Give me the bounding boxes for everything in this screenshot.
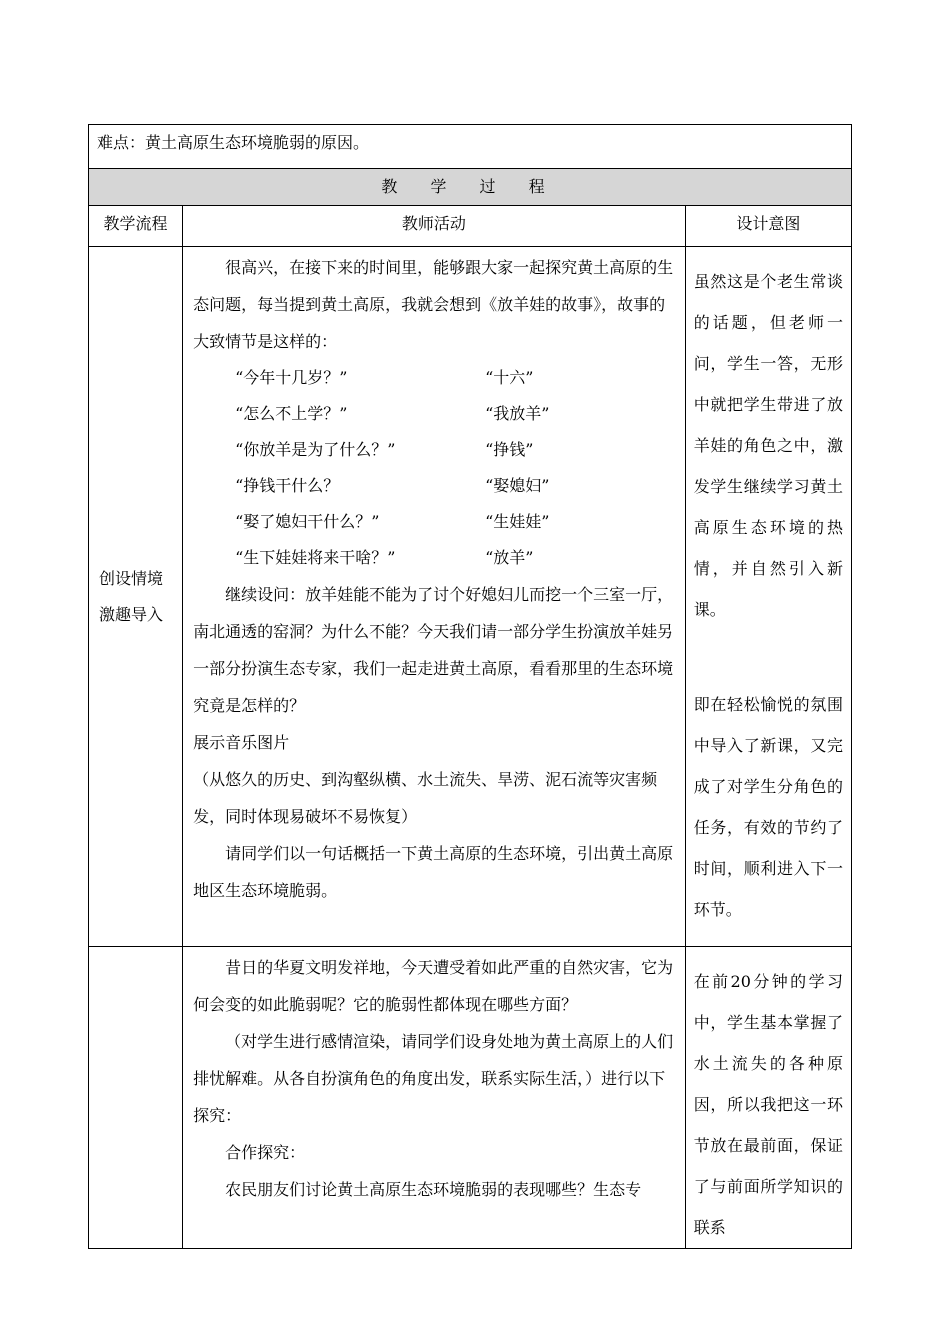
teacher-activity-cell [183,947,686,1249]
lesson-plan-table [88,124,852,1249]
intent-paragraph-b: 即在轻松愉悦的氛围中导入了新课，又完成了对学生分角色的任务，有效的节约了时间，顺利进入下一环节。 [693,695,843,919]
flow-label-line1: 创设情境 [99,568,164,588]
table-row [89,947,852,1249]
activity-paragraph: （对学生进行感情渲染，请同学们设身处地为黄土高原上的人们排忧解难。从各自扮演角色的角度出发，联系实际生活，）进行以下探究： [193,1032,674,1125]
intro-paragraph: 很高兴，在接下来的时间里，能够跟大家一起探究黄土高原的生态问题，每当提到黄土高原，我就会想到《放羊娃的故事》，故事的大致情节是这样的： [193,258,674,351]
difficulty-text: 难点：黄土高原生态环境脆弱的原因。 [89,125,852,169]
activity-paragraph: 昔日的华夏文明发祥地，今天遭受着如此严重的自然灾害，它为何会变的如此脆弱呢？它的脆弱性都体现在哪些方面？ [193,958,674,1014]
table-row [89,247,852,947]
dialogue-line: “怎么不上学？” “我放羊” [235,404,550,423]
dialogue-line: “今年十几岁？” “十六” [235,368,534,387]
intent-paragraph: 在前20分钟的学习中，学生基本掌握了水土流失的各种原因，所以我把这一环节放在最前面，保证了与前面所学知识的联系 [693,972,843,1237]
section-band-row [89,169,852,206]
dialogue-line: “你放羊是为了什么？” “挣钱” [235,440,534,459]
intent-paragraph-a: 虽然这是个老生常谈的话题，但老师一问，学生一答，无形中就把学生带进了放羊娃的角色之中，激发学生继续学习黄土高原生态环境的热情，并自然引入新课。 [693,272,843,619]
dialogue-list [193,360,675,576]
header-flow: 教学流程 [89,206,183,247]
show-music-line: 展示音乐图片 [193,733,290,752]
section-title: 教 学 过 程 [89,169,852,206]
teacher-activity-cell [183,247,686,947]
dialogue-line: “挣钱干什么？ “娶媳妇” [235,476,550,495]
flow-cell [89,947,183,1249]
difficulty-row [89,125,852,169]
continue-paragraph: 继续设问：放羊娃能不能为了讨个好媳妇儿而挖一个三室一厅，南北通透的窑洞？为什么不能？今天我们请一部分学生扮演放羊娃另一部分扮演生态专家，我们一起走进黄土高原，看看那里的生态环境究竟是怎样的？ [193,585,674,715]
activity-paragraph: 合作探究： [225,1143,306,1162]
activity-paragraph: 农民朋友们讨论黄土高原生态环境脆弱的表现哪些？生态专 [225,1180,642,1199]
dialogue-line: “娶了媳妇干什么？” “生娃娃” [235,512,550,531]
summary-paragraph: 请同学们以一句话概括一下黄土高原的生态环境，引出黄土高原地区生态环境脆弱。 [193,844,674,900]
dialogue-line: “生下娃娃将来干啥？” “放羊” [235,548,534,567]
design-intent-cell [685,247,851,947]
header-teacher-activity: 教师活动 [183,206,686,247]
flow-cell [89,247,183,947]
header-row [89,206,852,247]
design-intent-cell [685,947,851,1249]
header-design-intent: 设计意图 [685,206,851,247]
note-paragraph: （从悠久的历史、到沟壑纵横、水土流失、旱涝、泥石流等灾害频发，同时体现易破坏不易恢复） [193,770,658,826]
flow-label-line2: 激趣导入 [99,604,164,624]
